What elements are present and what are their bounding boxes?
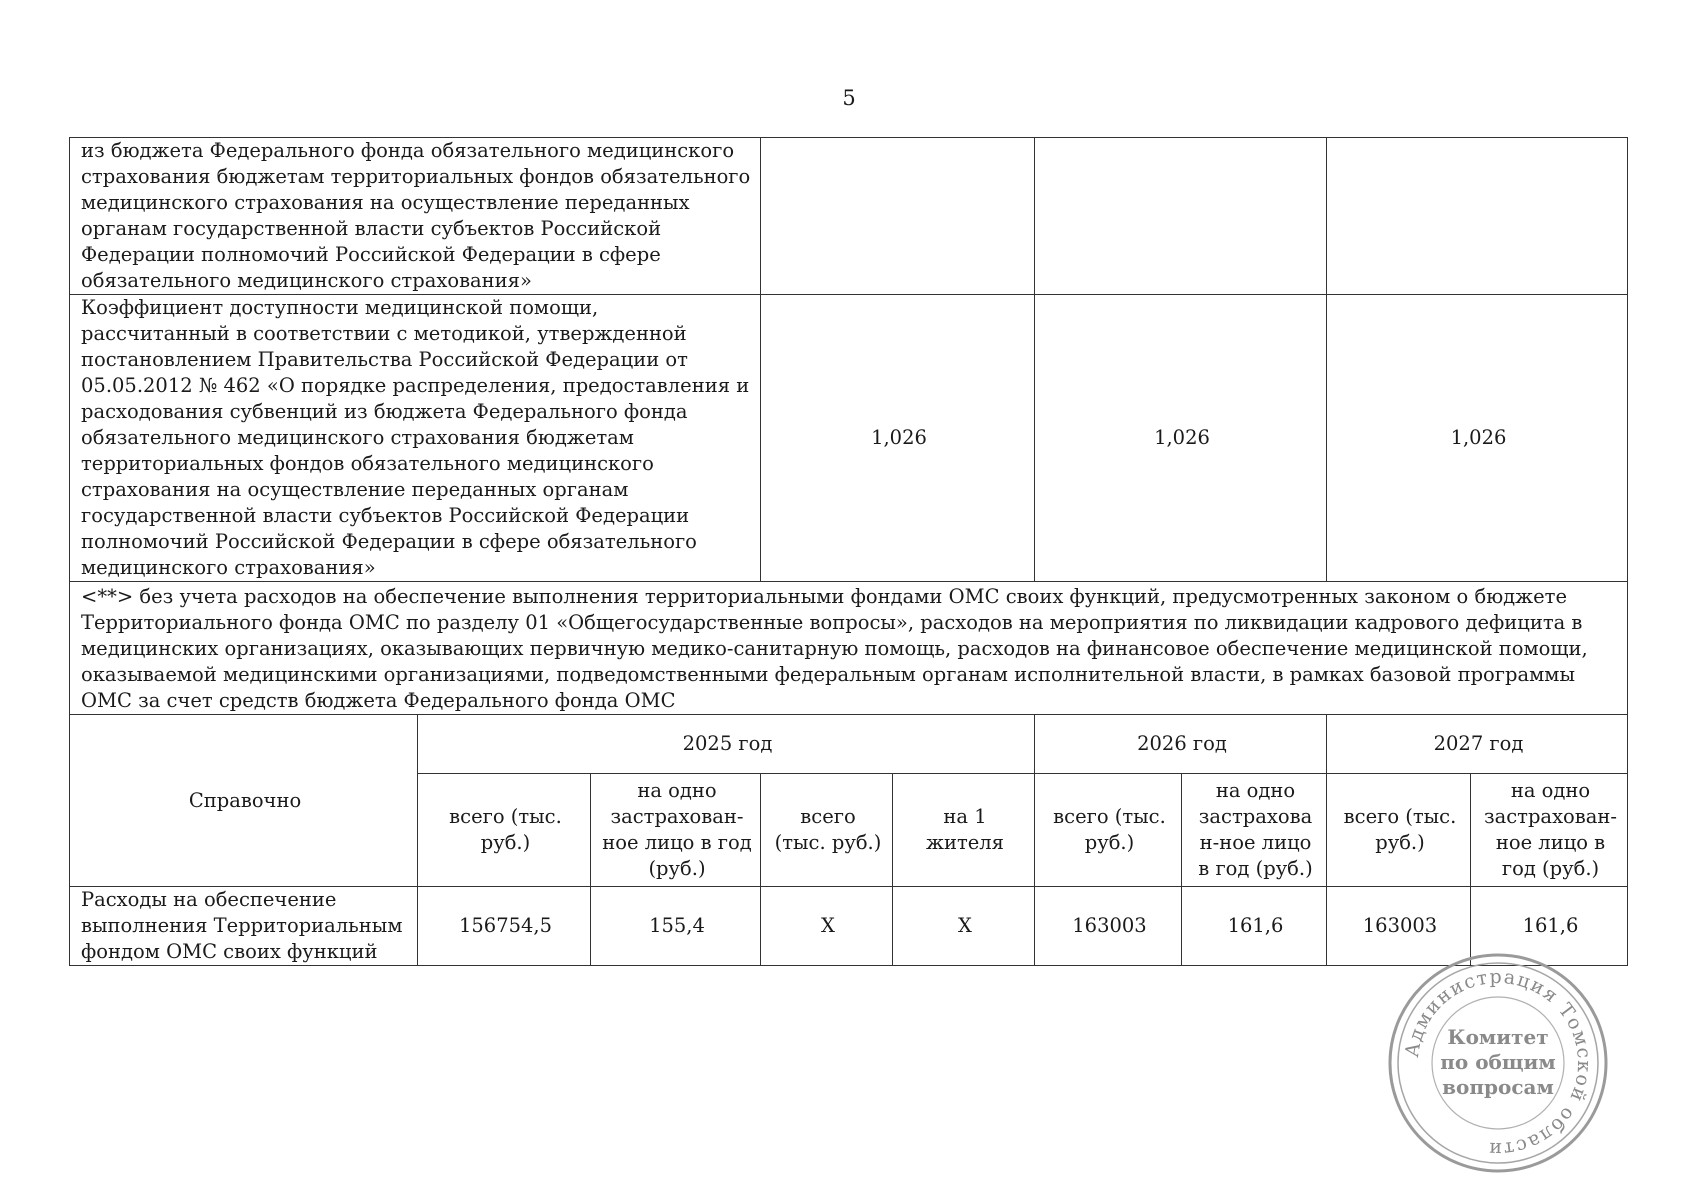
table-row-year-header: [70, 715, 1628, 774]
value-cell: 161,6: [1471, 887, 1628, 966]
table-row-coefficient: [70, 295, 1628, 582]
expense-row-label: Расходы на обеспечение выполнения Территориальным фондом ОМС своих функций: [70, 887, 418, 966]
value-cell: 161,6: [1182, 887, 1327, 966]
seal-line-1: Комитет: [1447, 1025, 1549, 1049]
official-seal: [1383, 948, 1613, 1178]
seal-line-3: вопросам: [1442, 1075, 1554, 1099]
subheader-total: всего (тыс. руб.): [418, 774, 591, 887]
footnote-text: <**> без учета расходов на обеспечение выполнения территориальными фондами ОМС своих функций, предусмотренных законом о бюджете Территориального фонда ОМС по разделу 01 «Общегосударственные вопросы», расходов на мероприятия по ликвидации кадрового дефицита в медицинских организациях, оказывающих первичную медико-санитарную помощь, расходов на финансовое обеспечение медицинской помощи, оказываемой медицинскими организациями, подведомственными федеральным органам исполнительной власти, в рамках базовой программы ОМС за счет средств бюджета Федерального фонда ОМС: [70, 582, 1628, 715]
subheader-per-insured: на одно застрахован-ное лицо в год (руб.): [1471, 774, 1628, 887]
coefficient-label: Коэффициент доступности медицинской помощи, рассчитанный в соответствии с методикой, утвержденной постановлением Правительства Российской Федерации от 05.05.2012 № 462 «О порядке распределения, предоставления и расходования субвенций из бюджета Федерального фонда обязательного медицинского страхования бюджетам территориальных фондов обязательного медицинского страхования на осуществление переданных органам государственной власти субъектов Российской Федерации полномочий Российской Федерации в сфере обязательного медицинского страхования»: [70, 295, 761, 582]
value-cell: 156754,5: [418, 887, 591, 966]
reference-label: Справочно: [70, 715, 418, 887]
subheader-per-resident: на 1 жителя: [893, 774, 1035, 887]
subheader-per-insured: на одно застрахован-ное лицо в год (руб.): [591, 774, 761, 887]
empty-cell: [1035, 138, 1327, 295]
page-number: 5: [842, 86, 856, 110]
budget-table: [69, 137, 1628, 966]
seal-ring-text: Администрация Томской области: [1400, 965, 1596, 1161]
subheader-total: всего (тыс. руб.): [1035, 774, 1182, 887]
value-cell: 163003: [1327, 887, 1471, 966]
empty-cell: [761, 138, 1035, 295]
seal-line-2: по общим: [1440, 1050, 1556, 1074]
year-header-2026: 2026 год: [1035, 715, 1327, 774]
value-cell: Х: [893, 887, 1035, 966]
table-row-footnote: [70, 582, 1628, 715]
subheader-total: всего (тыс. руб.): [1327, 774, 1471, 887]
coefficient-value-2027: 1,026: [1327, 295, 1628, 582]
continuation-text: из бюджета Федерального фонда обязательного медицинского страхования бюджетам территориальных фондов обязательного медицинского страхования на осуществление переданных органам государственной власти субъектов Российской Федерации полномочий Российской Федерации в сфере обязательного медицинского страхования»: [70, 138, 761, 295]
subheader-per-insured: на одно застрахован-ное лицо в год (руб.): [1182, 774, 1327, 887]
value-cell: 163003: [1035, 887, 1182, 966]
empty-cell: [1327, 138, 1628, 295]
subheader-total: всего (тыс. руб.): [761, 774, 893, 887]
year-header-2025: 2025 год: [418, 715, 1035, 774]
value-cell: Х: [761, 887, 893, 966]
coefficient-value-2026: 1,026: [1035, 295, 1327, 582]
value-cell: 155,4: [591, 887, 761, 966]
year-header-2027: 2027 год: [1327, 715, 1628, 774]
coefficient-value-2025: 1,026: [761, 295, 1035, 582]
table-row-continuation: [70, 138, 1628, 295]
